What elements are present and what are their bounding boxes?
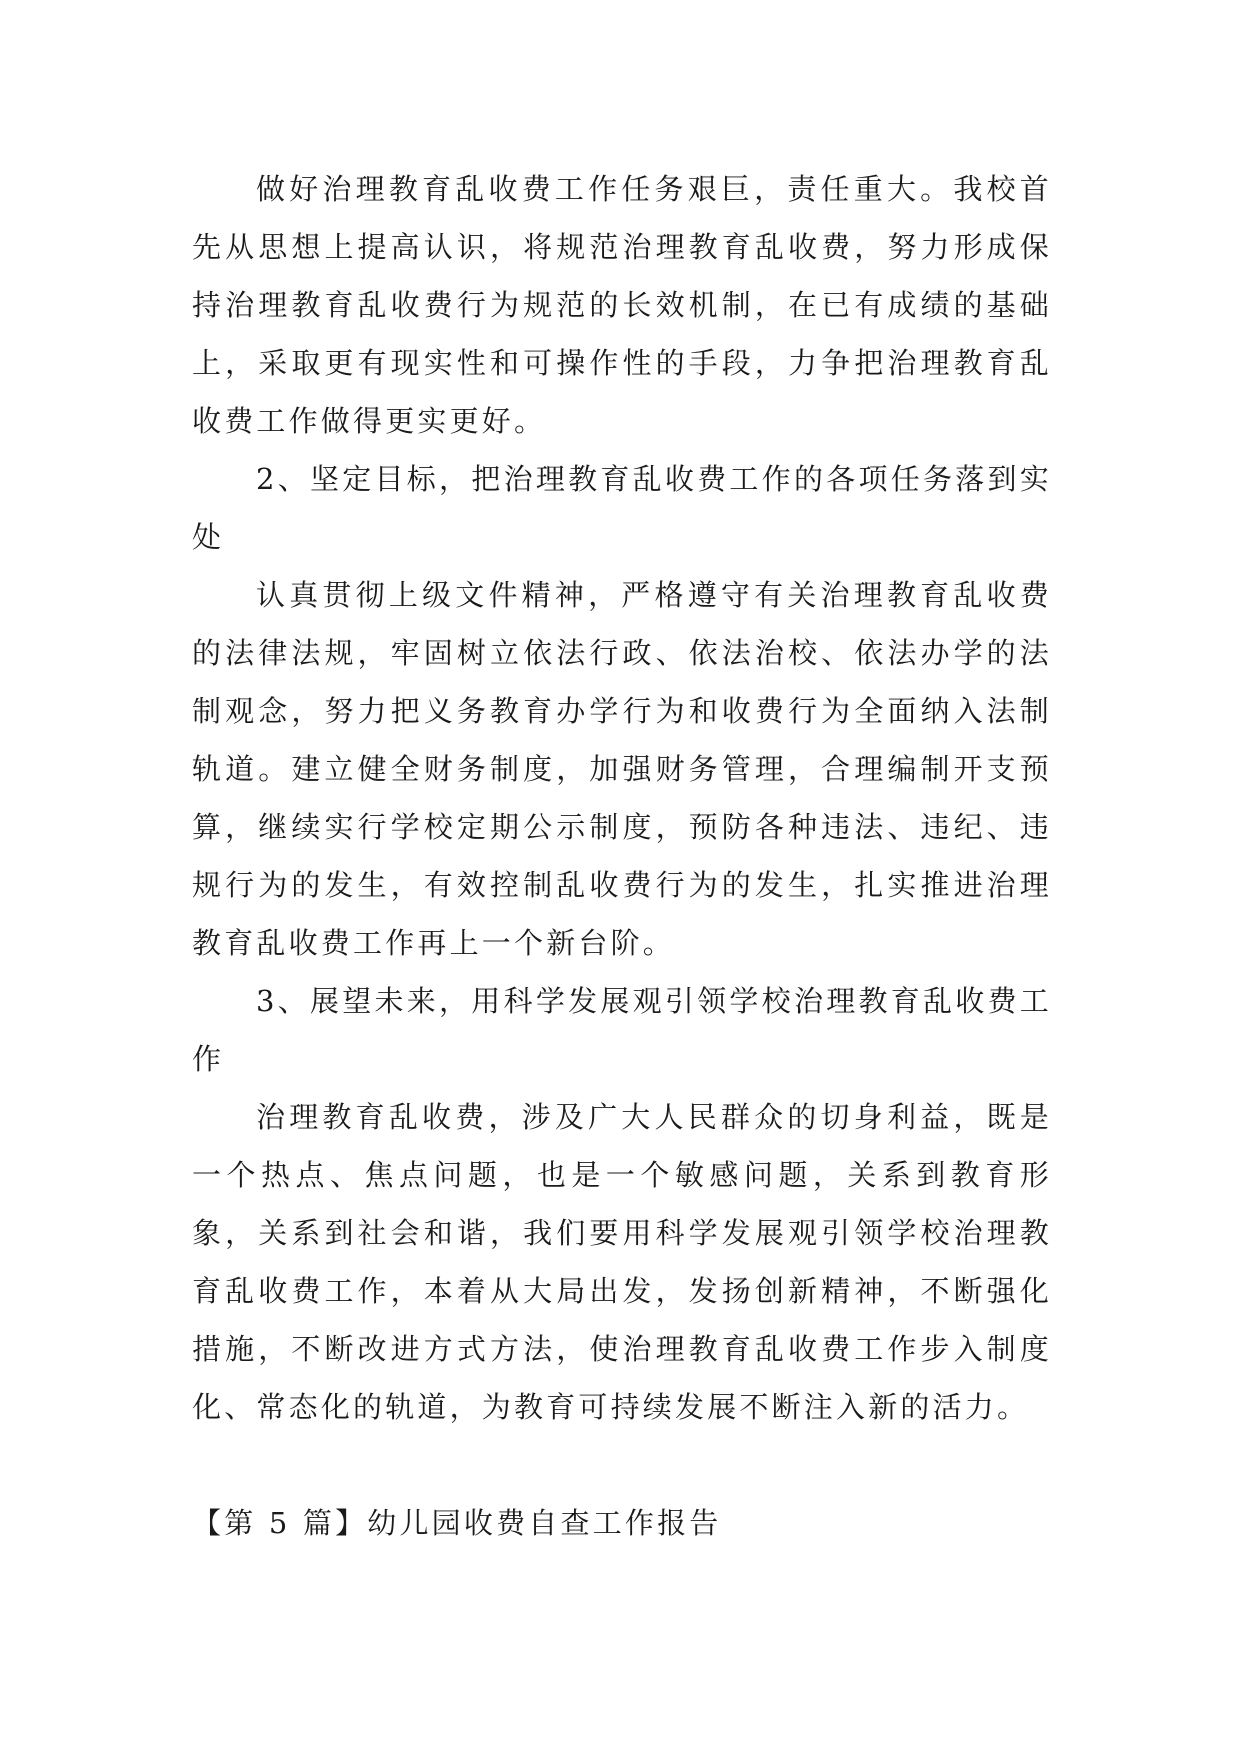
document-body — [192, 160, 1052, 1552]
paragraph-point-2-title: 2、坚定目标，把治理教育乱收费工作的各项任务落到实处 — [192, 462, 1052, 554]
paragraph-point-3-title: 3、展望未来，用科学发展观引领学校治理教育乱收费工作 — [192, 984, 1052, 1076]
paragraph-intro: 做好治理教育乱收费工作任务艰巨，责任重大。我校首先从思想上提高认识，将规范治理教育乱收费，努力形成保持治理教育乱收费行为规范的长效机制，在已有成绩的基础上，采取更有现实性和可操作性的手段，力争把治理教育乱收费工作做得更实更好。 — [192, 172, 1052, 438]
paragraph-point-2-body: 认真贯彻上级文件精神，严格遵守有关治理教育乱收费的法律法规，牢固树立依法行政、依法治校、依法办学的法制观念，努力把义务教育办学行为和收费行为全面纳入法制轨道。建立健全财务制度，加强财务管理，合理编制开支预算，继续实行学校定期公示制度，预防各种违法、违纪、违规行为的发生，有效控制乱收费行为的发生，扎实推进治理教育乱收费工作再上一个新台阶。 — [192, 578, 1052, 960]
section-heading: 【第 5 篇】幼儿园收费自查工作报告 — [192, 1506, 722, 1540]
paragraph-point-3-body: 治理教育乱收费，涉及广大人民群众的切身利益，既是一个热点、焦点问题，也是一个敏感问题，关系到教育形象，关系到社会和谐，我们要用科学发展观引领学校治理教育乱收费工作，本着从大局出发，发扬创新精神，不断强化措施，不断改进方式方法，使治理教育乱收费工作步入制度化、常态化的轨道，为教育可持续发展不断注入新的活力。 — [192, 1100, 1052, 1424]
